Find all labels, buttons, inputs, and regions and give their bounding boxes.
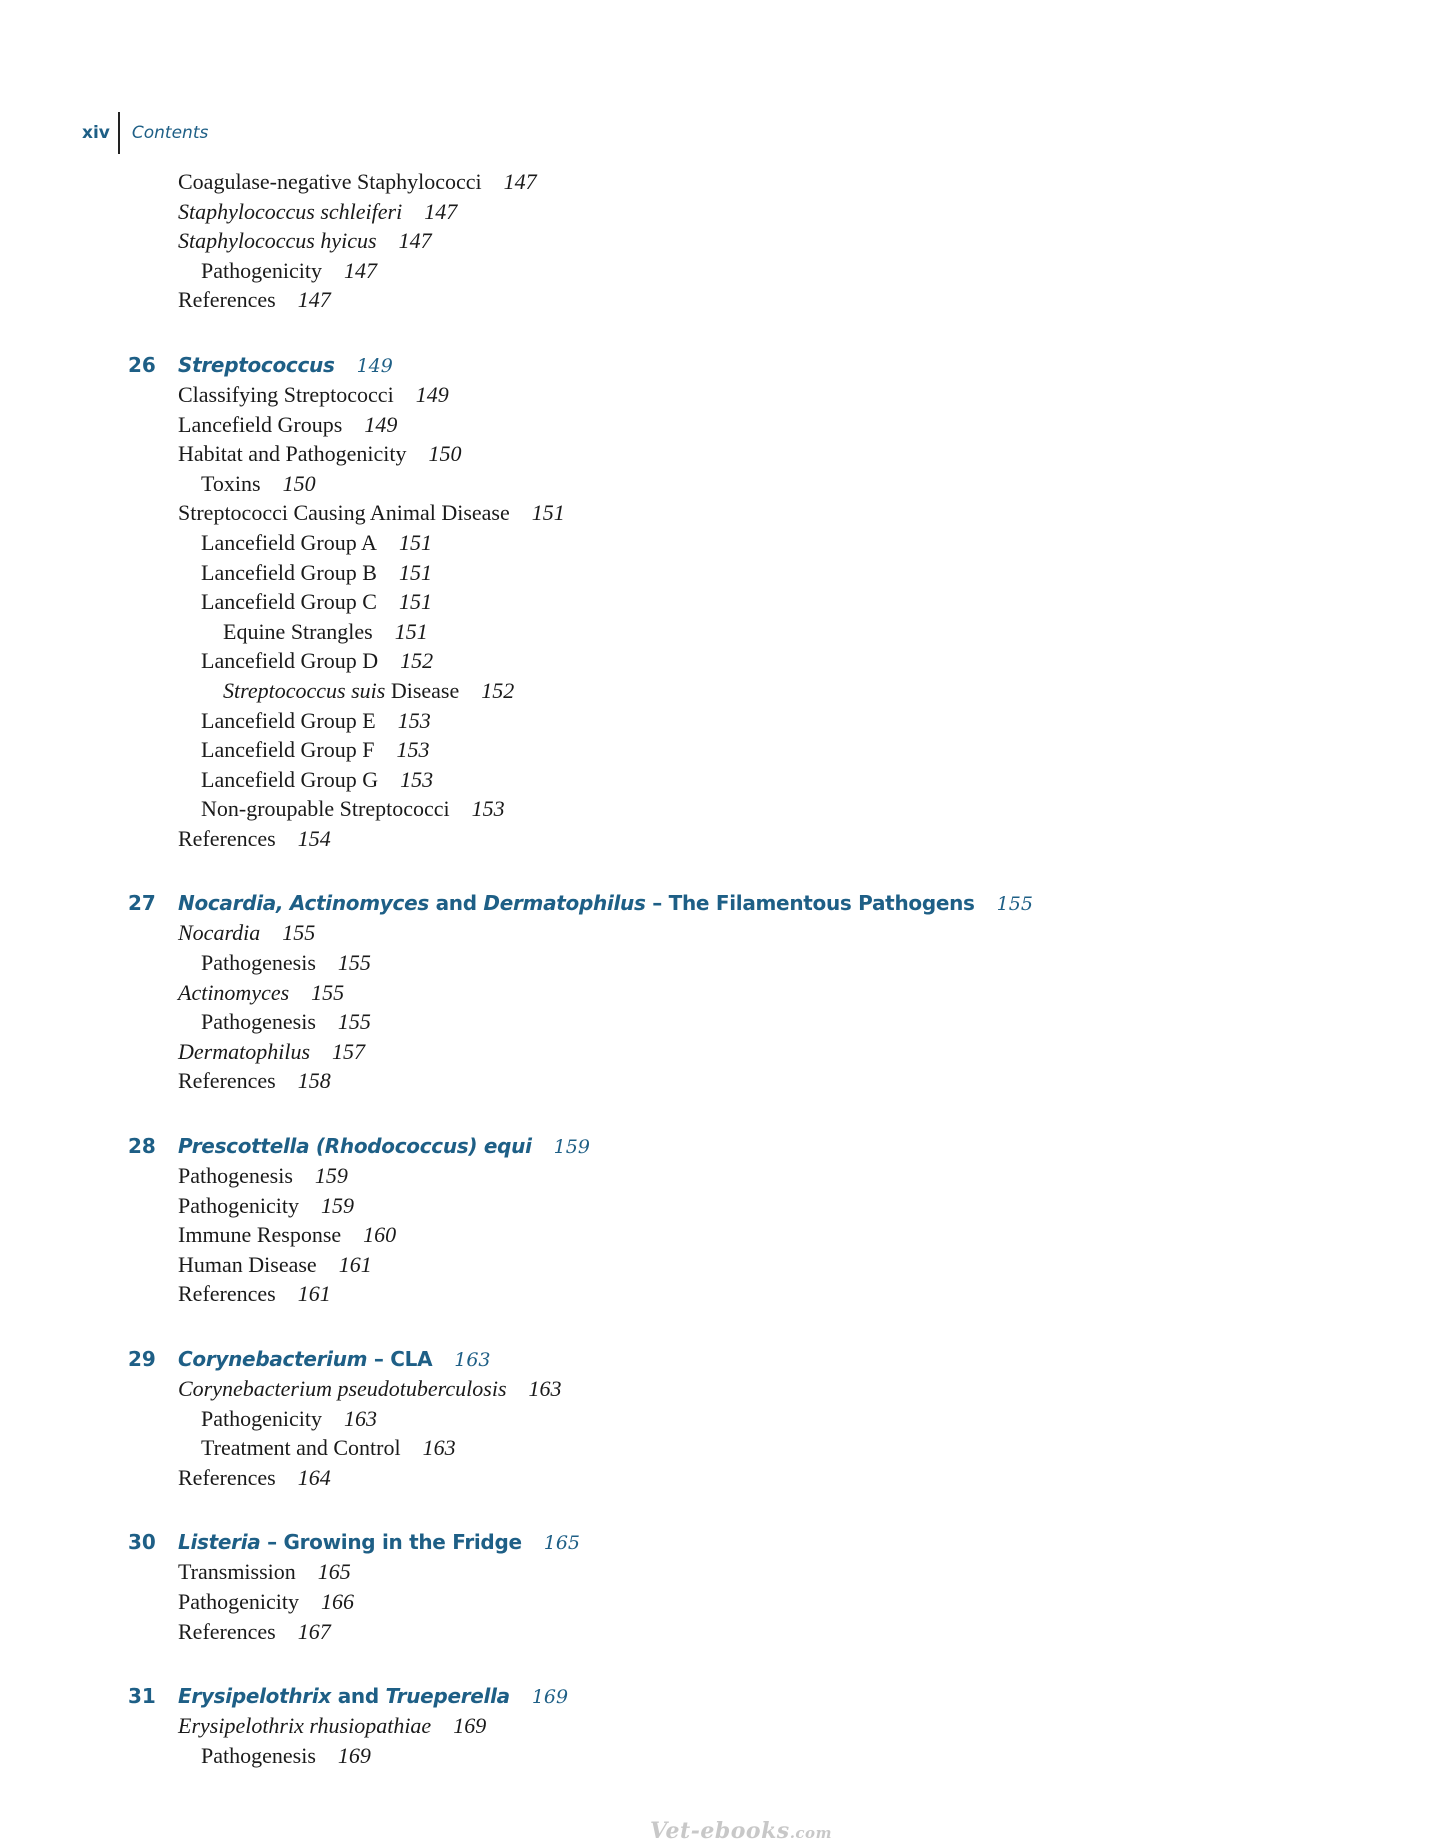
toc-entry[interactable]	[128, 948, 1328, 978]
entry-title: Lancefield Group E	[201, 707, 376, 733]
entry-page-number: 159	[320, 1192, 354, 1218]
toc-entry[interactable]	[128, 380, 1328, 410]
entry-page-number: 147	[424, 198, 458, 224]
toc-entry[interactable]	[128, 1191, 1328, 1221]
toc-entry[interactable]	[128, 706, 1328, 736]
entry-page-number: 157	[332, 1038, 365, 1064]
entry-page-number: 161	[297, 1281, 331, 1307]
toc-entry[interactable]	[128, 1007, 1328, 1037]
toc-entry[interactable]	[128, 587, 1328, 617]
entry-title: Pathogenicity	[178, 1588, 299, 1614]
entry-title: Lancefield Group B	[201, 559, 377, 585]
watermark-logo	[650, 1818, 832, 1844]
chapter-heading[interactable]	[128, 888, 1328, 918]
toc-entry[interactable]	[128, 528, 1328, 558]
chapter-heading[interactable]	[128, 1131, 1328, 1161]
chapter-page-number: 155	[996, 893, 1033, 916]
chapter-title-part: Trueperella	[385, 1684, 510, 1709]
toc-entry[interactable]	[128, 197, 1328, 227]
chapter-26	[128, 350, 1328, 854]
toc-entry[interactable]	[128, 1066, 1328, 1096]
chapter-title-part: Rhodococcus	[324, 1134, 469, 1159]
chapter-title	[178, 1131, 532, 1161]
entry-title-italic: Actinomyces	[178, 979, 290, 1005]
entry-page-number: 155	[337, 1009, 371, 1035]
entry-page-number: 166	[320, 1588, 354, 1614]
entry-page-number: 152	[481, 677, 515, 703]
toc-entry[interactable]	[128, 410, 1328, 440]
chapter-title-part: and	[428, 891, 484, 916]
chapter-title-part: Erysipelothrix	[178, 1684, 332, 1709]
entry-title: References	[178, 1464, 276, 1490]
entry-page-number: 151	[531, 500, 565, 526]
toc-entry[interactable]	[128, 226, 1328, 256]
toc-entry[interactable]	[128, 794, 1328, 824]
entry-title: Lancefield Groups	[178, 411, 343, 437]
entry-title: References	[178, 1068, 276, 1094]
entry-title: Pathogenesis	[201, 1742, 316, 1768]
entry-page-number: 147	[503, 169, 537, 194]
entry-page-number: 158	[297, 1068, 331, 1094]
entry-page-number: 149	[364, 411, 398, 437]
entry-page-number: 169	[337, 1742, 371, 1768]
entry-title: Classifying Streptococci	[178, 381, 394, 407]
page-number: xiv	[82, 123, 110, 143]
chapter-title-part: Streptococcus	[178, 352, 335, 377]
chapter-title-part: – The Filamentous Pathogens	[645, 891, 975, 916]
chapter-number: 26	[128, 352, 156, 377]
toc-entry[interactable]	[128, 167, 1328, 197]
chapter-number: 30	[128, 1530, 156, 1555]
toc-entry[interactable]	[128, 285, 1328, 315]
chapter-number: 27	[128, 891, 156, 916]
entry-page-number: 167	[297, 1618, 331, 1644]
entry-page-number: 151	[398, 589, 432, 615]
toc-entry[interactable]	[128, 498, 1328, 528]
entry-title: Pathogenicity	[201, 257, 322, 283]
chapter-page-number: 169	[531, 1686, 569, 1709]
entry-page-number: 155	[311, 979, 345, 1005]
entry-page-number: 147	[398, 228, 432, 254]
entry-title: References	[178, 825, 276, 851]
entry-title: References	[178, 1618, 276, 1644]
entry-page-number: 159	[314, 1163, 348, 1189]
toc-entry[interactable]	[128, 256, 1328, 286]
toc-entry[interactable]	[128, 1279, 1328, 1309]
entry-page-number: 163	[343, 1405, 377, 1431]
toc-entry[interactable]	[128, 1463, 1328, 1493]
entry-page-number: 150	[282, 470, 316, 496]
chapter-title-part: Prescottella	[178, 1134, 310, 1159]
entry-title: Staphylococcus hyicus	[178, 228, 377, 254]
entry-title: Human Disease	[178, 1251, 317, 1277]
entry-title-italic: Corynebacterium pseudotuberculosis	[178, 1376, 507, 1401]
chapter-title-part: – CLA	[367, 1347, 433, 1371]
continued-entries	[128, 167, 1328, 315]
chapter-number: 29	[128, 1347, 156, 1371]
chapter-page-number: 165	[543, 1532, 580, 1555]
entry-page-number: 154	[297, 825, 331, 851]
toc-entry[interactable]	[128, 918, 1328, 948]
entry-title: Pathogenesis	[201, 950, 316, 976]
toc-entry[interactable]	[128, 1220, 1328, 1250]
chapter-title	[178, 1527, 522, 1557]
running-head	[82, 112, 208, 154]
toc-entry[interactable]	[128, 1374, 1328, 1404]
toc-entry[interactable]	[128, 1617, 1328, 1647]
toc-entry[interactable]	[128, 469, 1328, 499]
entry-title: Pathogenicity	[178, 1192, 299, 1218]
chapter-title-part: (	[309, 1134, 325, 1159]
toc-entry[interactable]	[128, 1587, 1328, 1617]
entry-page-number: 153	[397, 707, 431, 733]
chapter-30	[128, 1527, 1328, 1646]
table-of-contents	[128, 167, 1328, 1770]
chapter-heading[interactable]	[128, 1681, 1328, 1711]
toc-entry[interactable]	[128, 1161, 1328, 1191]
toc-entry[interactable]	[128, 646, 1328, 676]
chapter-title-part: and	[331, 1684, 386, 1709]
chapter-number: 28	[128, 1134, 156, 1159]
entry-page-number: 150	[428, 441, 462, 467]
toc-entry[interactable]	[128, 1404, 1328, 1434]
entry-page-number: 169	[453, 1713, 487, 1739]
chapter-title-part: ) equi	[468, 1134, 532, 1159]
toc-entry[interactable]	[128, 1250, 1328, 1280]
chapter-heading[interactable]	[128, 350, 1328, 380]
chapter-29	[128, 1344, 1328, 1492]
toc-entry[interactable]	[128, 1557, 1328, 1587]
toc-entry[interactable]	[128, 765, 1328, 795]
toc-entry[interactable]	[128, 735, 1328, 765]
entry-title: Lancefield Group G	[201, 766, 379, 792]
chapter-number: 31	[128, 1684, 156, 1709]
chapter-page-number: 149	[356, 354, 393, 377]
chapter-title-part: Listeria	[178, 1530, 261, 1555]
entry-page-number: 164	[297, 1464, 331, 1490]
entry-page-number: 165	[317, 1559, 351, 1585]
toc-entry[interactable]	[128, 1741, 1328, 1771]
entry-title-italic: Nocardia	[178, 920, 261, 946]
entry-page-number: 163	[528, 1376, 562, 1401]
toc-entry[interactable]	[128, 1433, 1328, 1463]
entry-title: Habitat and Pathogenicity	[178, 441, 407, 467]
entry-page-number: 151	[394, 618, 428, 644]
entry-title-italic: Erysipelothrix rhusiopathiae	[178, 1713, 432, 1739]
entry-title: References	[178, 287, 276, 313]
chapter-title	[178, 888, 975, 918]
entry-title-italic: Dermatophilus	[178, 1038, 310, 1064]
entry-title: Disease	[385, 677, 460, 703]
chapter-title-part: Corynebacterium	[178, 1347, 368, 1371]
entry-page-number: 155	[282, 920, 316, 946]
chapter-31	[128, 1681, 1328, 1770]
toc-entry[interactable]	[128, 439, 1328, 469]
toc-entry[interactable]	[128, 558, 1328, 588]
entry-title: Treatment and Control	[201, 1435, 401, 1461]
entry-title: Non-groupable Streptococci	[201, 796, 450, 822]
entry-title: Pathogenesis	[178, 1163, 293, 1189]
entry-page-number: 151	[398, 529, 432, 555]
chapter-27	[128, 888, 1328, 1096]
entry-title: Lancefield Group F	[201, 737, 375, 763]
toc-entry[interactable]	[128, 978, 1328, 1008]
chapter-title	[178, 350, 335, 380]
entry-title: Streptococci Causing Animal Disease	[178, 500, 510, 526]
entry-page-number: 155	[337, 950, 371, 976]
entry-title: Equine Strangles	[223, 618, 373, 644]
entry-title: Pathogenesis	[201, 1009, 316, 1035]
chapter-page-number: 159	[553, 1136, 590, 1159]
entry-title: Lancefield Group D	[201, 648, 379, 674]
entry-page-number: 147	[343, 257, 377, 283]
entry-page-number: 152	[400, 648, 434, 674]
running-title: Contents	[131, 123, 209, 143]
entry-page-number: 149	[415, 381, 449, 407]
chapter-title	[178, 1681, 510, 1711]
toc-entry[interactable]	[128, 1037, 1328, 1067]
entry-page-number: 153	[471, 796, 505, 822]
entry-page-number: 161	[338, 1251, 372, 1277]
chapter-title-part: Nocardia, Actinomyces	[178, 891, 429, 916]
watermark-main: Vet-ebooks	[650, 1818, 790, 1844]
toc-entry[interactable]	[128, 1711, 1328, 1741]
toc-entry[interactable]	[128, 676, 1328, 706]
entry-title: Staphylococcus schleiferi	[178, 198, 403, 224]
chapter-title-part: – Growing in the Fridge	[260, 1530, 522, 1555]
entry-title: Coagulase-negative Staphylococci	[178, 169, 482, 194]
entry-title: Lancefield Group A	[201, 529, 377, 555]
chapter-title-part: Dermatophilus	[483, 891, 646, 916]
chapter-title	[178, 1344, 432, 1374]
entry-page-number: 147	[297, 287, 331, 313]
entry-page-number: 153	[400, 766, 434, 792]
entry-title: Toxins	[201, 470, 261, 496]
entry-title: Lancefield Group C	[201, 589, 377, 615]
entry-page-number: 153	[396, 737, 430, 763]
chapter-28	[128, 1131, 1328, 1309]
watermark-suffix: .com	[789, 1824, 832, 1842]
entry-title: References	[178, 1281, 276, 1307]
entry-title: Transmission	[178, 1559, 296, 1585]
chapter-page-number: 163	[454, 1349, 491, 1371]
entry-page-number: 160	[363, 1222, 397, 1248]
entry-title: Immune Response	[178, 1222, 342, 1248]
entry-title-italic: Streptococcus suis	[223, 677, 386, 703]
toc-entry[interactable]	[128, 824, 1328, 854]
toc-entry[interactable]	[128, 617, 1328, 647]
entry-page-number: 163	[422, 1435, 456, 1461]
chapter-heading[interactable]	[128, 1527, 1328, 1557]
chapter-heading[interactable]	[128, 1344, 1328, 1374]
entry-page-number: 151	[398, 559, 432, 585]
entry-title: Pathogenicity	[201, 1405, 322, 1431]
